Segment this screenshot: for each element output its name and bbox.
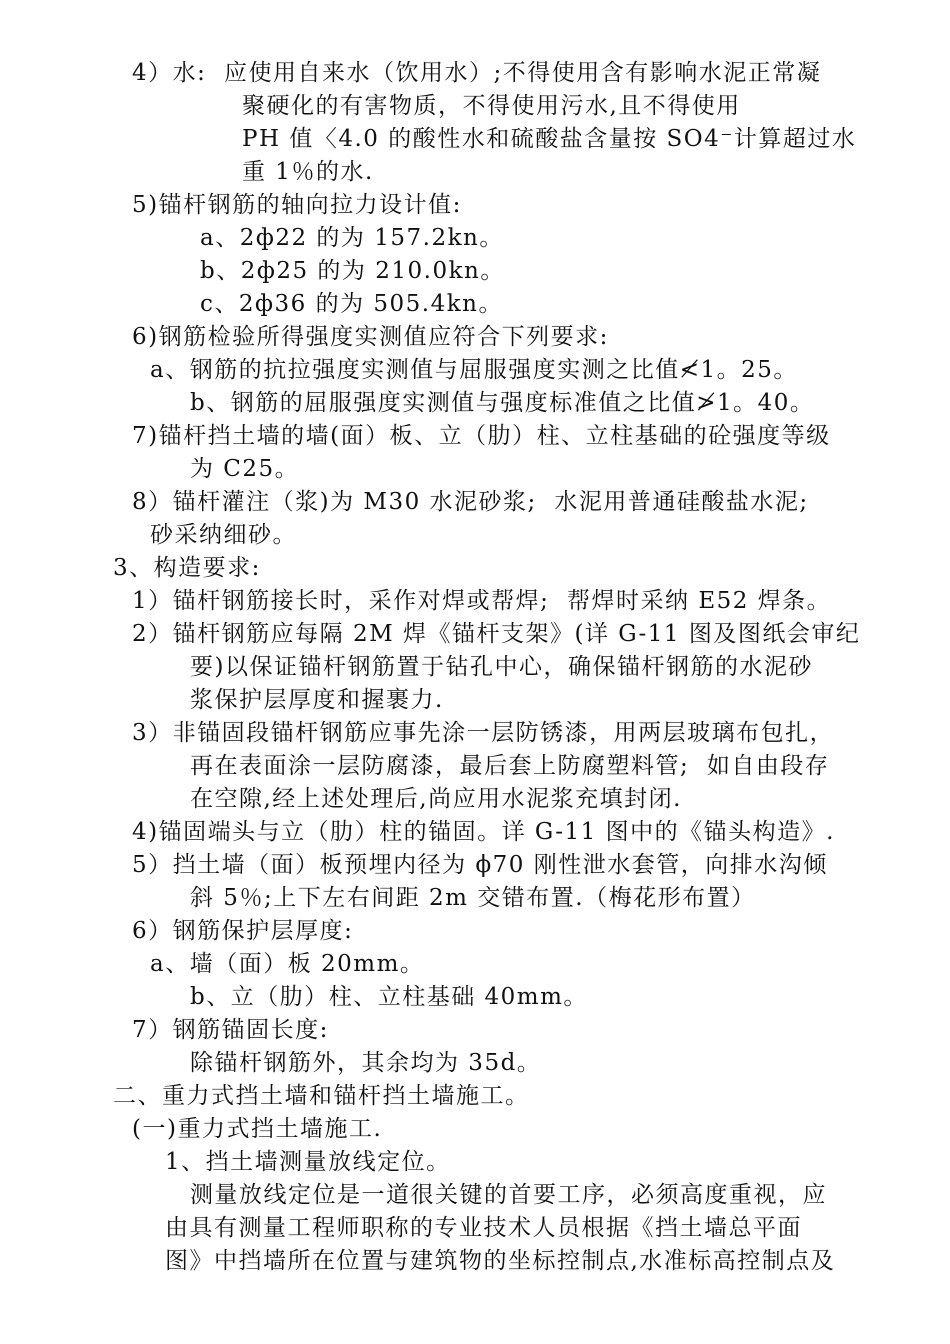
text-line: b、立（肋）柱、立柱基础 40mm。	[190, 984, 588, 1010]
text-line: 7）钢筋锚固长度:	[132, 1017, 329, 1043]
text-line: 2）锚杆钢筋应每隔 2M 焊《锚杆支架》(详 G-11 图及图纸会审纪	[132, 621, 861, 647]
text-line: 浆保护层厚度和握裹力.	[190, 687, 444, 713]
text-line: 重 1％的水.	[242, 159, 374, 185]
text-line: 6)钢筋检验所得强度实测值应符合下列要求:	[132, 324, 609, 350]
text-line: 由具有测量工程师职称的专业技术人员根据《挡土墙总平面	[165, 1215, 802, 1241]
section-heading: 二、重力式挡土墙和锚杆挡土墙施工。	[113, 1083, 530, 1109]
text-line: a、2ф22 的为 157.2kn。	[200, 225, 504, 251]
text-line: 斜 5％;上下左右间距 2m 交错布置.（梅花形布置）	[190, 885, 756, 911]
subsection-heading: (一)重力式挡土墙施工.	[132, 1116, 383, 1142]
text-line: b、钢筋的屈服强度实测值与强度标准值之比值≯1。40。	[190, 390, 815, 416]
text-line: 7)锚杆挡土墙的墙(面）板、立（肋）柱、立柱基础的砼强度等级	[132, 423, 831, 449]
text-line: 4)锚固端头与立（肋）柱的锚固。详 G-11 图中的《锚头构造》.	[132, 819, 835, 845]
text-line: c、2ф36 的为 505.4kn。	[200, 291, 503, 317]
text-line: 图》中挡墙所在位置与建筑物的坐标控制点,水准标高控制点及	[165, 1248, 836, 1274]
text-line: 要)以保证锚杆钢筋置于钻孔中心，确保锚杆钢筋的水泥砂	[190, 654, 813, 680]
text-line: 为 C25。	[190, 456, 300, 482]
text-line: 1、挡土墙测量放线定位。	[165, 1149, 451, 1175]
text-line: 8）锚杆灌注（浆)为 M30 水泥砂浆; 水泥用普通硅酸盐水泥;	[132, 489, 809, 515]
section-heading: 3、构造要求:	[113, 555, 261, 581]
text-line: 测量放线定位是一道很关键的首要工序，必须高度重视，应	[190, 1182, 827, 1208]
text-line: 聚硬化的有害物质，不得使用污水,且不得使用	[242, 93, 741, 119]
text-line: PH 值〈4.0 的酸性水和硫酸盐含量按 SO4⁻计算超过水	[242, 126, 857, 152]
text-line: 再在表面涂一层防腐漆，最后套上防腐塑料管; 如自由段存	[190, 753, 830, 779]
text-line: a、墙（面）板 20mm。	[150, 951, 425, 977]
text-line: 1）锚杆钢筋接长时，采作对焊或帮焊; 帮焊时采纳 E52 焊条。	[132, 588, 832, 614]
text-line: b、2ф25 的为 210.0kn。	[200, 258, 505, 284]
text-line: 3）非锚固段锚杆钢筋应事先涂一层防锈漆，用两层玻璃布包扎，	[132, 720, 835, 746]
text-line: 5）挡土墙（面）板预埋内径为 ϕ70 刚性泄水套管，向排水沟倾	[132, 852, 828, 878]
text-line: 在空隙,经上述处理后,尚应用水泥浆充填封闭.	[190, 786, 682, 812]
text-line: a、钢筋的抗拉强度实测值与屈服强度实测之比值≮1。25。	[150, 357, 798, 383]
text-line: 除锚杆钢筋外，其余均为 35d。	[190, 1050, 542, 1076]
text-line: 5)锚杆钢筋的轴向拉力设计值:	[132, 192, 462, 218]
text-line: 6）钢筋保护层厚度:	[132, 918, 354, 944]
text-line: 4）水: 应使用自来水（饮用水）;不得使用含有影响水泥正常凝	[132, 60, 822, 86]
text-line: 砂采纳细砂。	[150, 522, 297, 548]
